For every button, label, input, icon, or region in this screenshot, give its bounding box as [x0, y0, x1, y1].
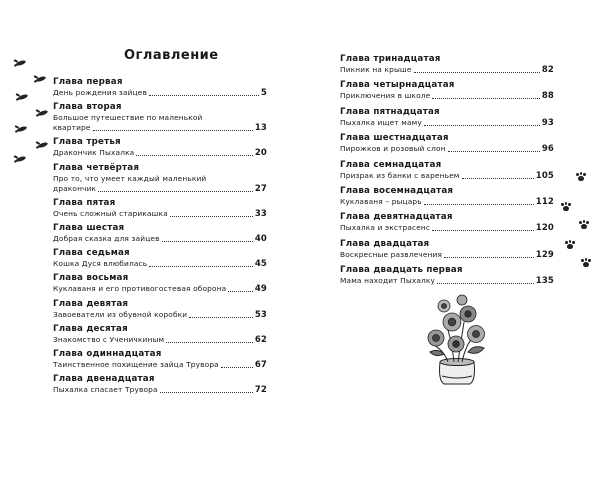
toc-entry: [53, 223, 267, 244]
track-icon: [36, 140, 50, 149]
page-number: 135: [535, 276, 554, 287]
page-number: 40: [254, 233, 267, 244]
track-icon: [14, 154, 28, 163]
chapter-subtitle: Знакомство с Ученичкиным: [53, 334, 165, 344]
chapter-subtitle: Про то, что умеет каждый маленький: [53, 173, 207, 183]
dot-leader: [221, 366, 253, 368]
chapter-subtitle: дракончик: [53, 183, 97, 193]
toc-entry: [53, 137, 267, 158]
page-number: 112: [535, 196, 554, 207]
page-number: 45: [254, 259, 267, 270]
toc-right-column: [340, 54, 554, 292]
track-icon: [16, 92, 30, 101]
page-number: 27: [254, 183, 267, 194]
chapter-line: [53, 259, 267, 269]
chapter-line: [340, 144, 554, 154]
chapter-subtitle: Кошка Дуся влюбилась: [53, 259, 148, 269]
chapter-line: [53, 360, 267, 370]
dot-leader: [462, 177, 534, 179]
chapter-subtitle: Большое путешествие по маленькой: [53, 113, 203, 123]
chapter-heading: Глава шестнадцатая: [340, 133, 449, 144]
chapter-heading: Глава пятнадцатая: [340, 106, 440, 117]
flower-pot-illustration: [418, 292, 494, 388]
page-number: 93: [541, 117, 554, 128]
dot-leader: [228, 290, 253, 292]
toc-entry: [53, 374, 267, 395]
chapter-line: [53, 335, 267, 345]
chapter-line: [340, 250, 554, 260]
chapter-subtitle: Таинственное похищение зайца Трувора: [53, 359, 219, 369]
chapter-line: [340, 171, 554, 181]
page-number: 72: [254, 385, 267, 396]
toc-left-column: [53, 77, 267, 399]
chapter-heading: Глава одиннадцатая: [53, 348, 162, 359]
page-number: 67: [254, 359, 267, 370]
toc-title: Оглавление: [124, 48, 219, 63]
page-number: 120: [535, 223, 554, 234]
dot-leader: [448, 150, 540, 152]
chapter-line: [340, 276, 554, 286]
chapter-subtitle: Воскресные развлечения: [340, 249, 443, 259]
dot-leader: [170, 215, 253, 217]
dot-leader: [136, 154, 253, 156]
chapter-subtitle: Мама находит Пыхалку: [340, 276, 436, 286]
chapter-heading: Глава двадцатая: [340, 238, 430, 249]
paw-print-icon: [578, 220, 590, 230]
page-number: 62: [254, 334, 267, 345]
track-icon: [14, 58, 28, 67]
toc-entry: [340, 107, 554, 128]
chapter-subtitle: Пикник на крыше: [340, 65, 412, 74]
chapter-heading: Глава двенадцатая: [53, 374, 155, 385]
chapter-heading: Глава десятая: [53, 323, 128, 334]
chapter-line: [53, 234, 267, 244]
chapter-line: [53, 184, 267, 194]
toc-entry: [340, 265, 554, 286]
toc-entry: [53, 198, 267, 219]
chapter-heading: Глава девятая: [53, 298, 129, 309]
page-number: 13: [254, 123, 267, 134]
page-number: 5: [260, 88, 267, 98]
page-number: 96: [541, 144, 554, 155]
chapter-line: [53, 310, 267, 320]
dot-leader: [444, 256, 534, 258]
chapter-heading: Глава восьмая: [53, 273, 129, 284]
dot-leader: [166, 341, 253, 343]
toc-entry: [53, 349, 267, 370]
toc-entry: [340, 133, 554, 154]
page-number: 105: [535, 170, 554, 181]
paw-print-icon: [580, 258, 592, 268]
toc-entry: [340, 239, 554, 260]
paw-print-icon: [564, 240, 576, 250]
chapter-heading: Глава восемнадцатая: [340, 185, 454, 196]
toc-entry: [53, 324, 267, 345]
chapter-line: [340, 197, 554, 207]
toc-entry: [53, 299, 267, 320]
dot-leader: [437, 282, 534, 284]
chapter-line: [53, 209, 267, 219]
chapter-line: [340, 223, 554, 233]
dot-leader: [162, 240, 253, 242]
chapter-heading: Глава шестая: [53, 222, 125, 233]
chapter-subtitle: Пыхалка ищет маму: [340, 117, 422, 127]
chapter-heading: Глава четвёртая: [53, 162, 140, 173]
chapter-subtitle: Пыхалка и экстрасенс: [340, 223, 431, 233]
dot-leader: [93, 129, 253, 131]
dot-leader: [432, 229, 534, 231]
page-number: 33: [254, 208, 267, 219]
chapter-subtitle: Дракончик Пыхалка: [53, 148, 135, 158]
dot-leader: [149, 94, 259, 96]
page-number: 82: [541, 65, 554, 75]
toc-entry: [340, 160, 554, 181]
track-icon: [15, 124, 29, 133]
chapter-heading: Глава третья: [53, 137, 121, 148]
dot-leader: [414, 71, 540, 73]
chapter-heading: Глава вторая: [53, 102, 122, 113]
page-number: 20: [254, 148, 267, 159]
toc-entry: [340, 80, 554, 101]
chapter-subtitle: Добрая сказка для зайцев: [53, 233, 160, 243]
chapter-subtitle: Приключения в школе: [340, 91, 431, 101]
chapter-subtitle: Пыхалка спасает Трувора: [53, 385, 158, 395]
chapter-subtitle: День рождения зайцев: [53, 88, 148, 97]
dot-leader: [189, 316, 253, 318]
chapter-subtitle: квартире: [53, 123, 91, 133]
page-number: 88: [541, 91, 554, 102]
page-number: 49: [254, 284, 267, 295]
dot-leader: [432, 97, 539, 99]
chapter-line: [340, 91, 554, 101]
paw-print-icon: [575, 172, 587, 182]
toc-entry: [340, 212, 554, 233]
toc-entry: [53, 163, 267, 194]
chapter-line: [340, 118, 554, 128]
chapter-subtitle: Призрак из банки с вареньем: [340, 170, 460, 180]
chapter-heading: Глава девятнадцатая: [340, 212, 453, 223]
toc-entry: [53, 102, 267, 133]
track-icon: [36, 108, 50, 117]
chapter-line: [340, 65, 554, 75]
dot-leader: [149, 265, 253, 267]
chapter-heading: Глава седьмая: [53, 248, 130, 259]
chapter-heading: Глава первая: [53, 77, 123, 87]
toc-entry: [53, 77, 267, 98]
chapter-heading: Глава семнадцатая: [340, 159, 442, 170]
paw-print-icon: [560, 202, 572, 212]
chapter-heading: Глава пятая: [53, 197, 116, 208]
chapter-line: [53, 123, 267, 133]
chapter-line: [53, 385, 267, 395]
dot-leader: [160, 391, 253, 393]
track-icon: [34, 74, 48, 83]
chapter-line: [53, 284, 267, 294]
chapter-subtitle: Куклаваня – рыцарь: [340, 196, 422, 206]
chapter-heading: Глава тринадцатая: [340, 54, 441, 64]
toc-entry: [340, 186, 554, 207]
page-number: 53: [254, 309, 267, 320]
dot-leader: [98, 190, 253, 192]
dot-leader: [424, 124, 540, 126]
chapter-line: [53, 88, 267, 98]
chapter-subtitle: Очень сложный старикашка: [53, 208, 168, 218]
toc-entry: [340, 54, 554, 75]
chapter-heading: Глава двадцать первая: [340, 265, 463, 276]
toc-entry: [53, 273, 267, 294]
chapter-subtitle: Пирожков и розовый слон: [340, 144, 446, 154]
page-number: 129: [535, 249, 554, 260]
chapter-subtitle: Куклаваня и его противогостевая оборона: [53, 284, 227, 294]
toc-entry: [53, 248, 267, 269]
chapter-line: [53, 148, 267, 158]
chapter-heading: Глава четырнадцатая: [340, 80, 455, 91]
dot-leader: [424, 203, 534, 205]
chapter-subtitle: Завоеватели из обувной коробки: [53, 309, 188, 319]
